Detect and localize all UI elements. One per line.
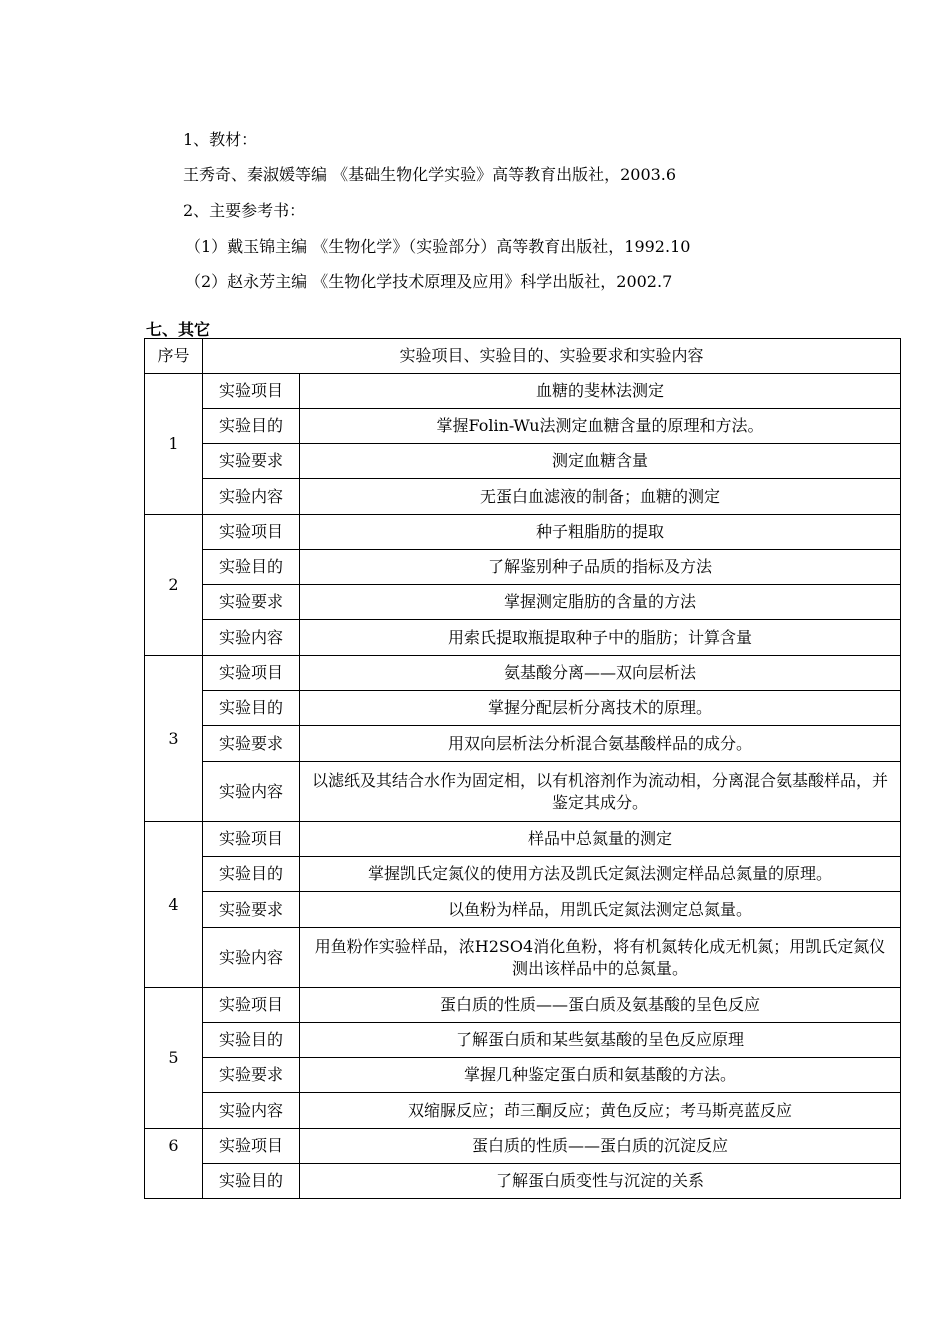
content-label: 实验内容 bbox=[203, 479, 300, 515]
experiment-purpose: 了解蛋白质变性与沉淀的关系 bbox=[300, 1164, 901, 1199]
requirement-label: 实验要求 bbox=[203, 1058, 300, 1093]
experiment-requirement: 用双向层析法分析混合氨基酸样品的成分。 bbox=[300, 726, 901, 762]
table-row bbox=[145, 928, 901, 988]
table-header-row bbox=[145, 339, 901, 374]
table-row bbox=[145, 1164, 901, 1199]
experiment-purpose: 掌握分配层析分离技术的原理。 bbox=[300, 691, 901, 726]
experiment-requirement: 以鱼粉为样品，用凯氏定氮法测定总氮量。 bbox=[300, 892, 901, 928]
experiment-content: 无蛋白血滤液的制备；血糖的测定 bbox=[300, 479, 901, 515]
item-label: 实验项目 bbox=[203, 988, 300, 1023]
experiment-number: 1 bbox=[145, 374, 203, 515]
table-row bbox=[145, 444, 901, 479]
purpose-label: 实验目的 bbox=[203, 409, 300, 444]
table-row bbox=[145, 374, 901, 409]
table-row bbox=[145, 691, 901, 726]
experiment-purpose: 了解鉴别种子品质的指标及方法 bbox=[300, 550, 901, 585]
experiment-number: 6 bbox=[145, 1129, 203, 1199]
item-label: 实验项目 bbox=[203, 656, 300, 691]
section-heading: 七、其它 bbox=[146, 320, 211, 339]
requirement-label: 实验要求 bbox=[203, 892, 300, 928]
experiment-purpose: 掌握凯氏定氮仪的使用方法及凯氏定氮法测定样品总氮量的原理。 bbox=[300, 857, 901, 892]
experiment-content: 以滤纸及其结合水作为固定相，以有机溶剂作为流动相，分离混合氨基酸样品，并鉴定其成分。 bbox=[300, 762, 901, 822]
purpose-label: 实验目的 bbox=[203, 691, 300, 726]
table-row bbox=[145, 1058, 901, 1093]
purpose-label: 实验目的 bbox=[203, 857, 300, 892]
experiment-item: 样品中总氮量的测定 bbox=[300, 822, 901, 857]
requirement-label: 实验要求 bbox=[203, 585, 300, 620]
experiment-number: 2 bbox=[145, 515, 203, 656]
table-row bbox=[145, 550, 901, 585]
experiment-number: 4 bbox=[145, 822, 203, 988]
table-row bbox=[145, 762, 901, 822]
table-row bbox=[145, 409, 901, 444]
table-row bbox=[145, 726, 901, 762]
table-row bbox=[145, 515, 901, 550]
header-number: 序号 bbox=[145, 339, 203, 374]
item-label: 实验项目 bbox=[203, 1129, 300, 1164]
experiment-item: 蛋白质的性质——蛋白质的沉淀反应 bbox=[300, 1129, 901, 1164]
experiment-number: 3 bbox=[145, 656, 203, 822]
table-row bbox=[145, 585, 901, 620]
item-label: 实验项目 bbox=[203, 515, 300, 550]
experiment-item: 血糖的斐林法测定 bbox=[300, 374, 901, 409]
experiment-requirement: 掌握测定脂肪的含量的方法 bbox=[300, 585, 901, 620]
table-row bbox=[145, 988, 901, 1023]
textbook-entry: 王秀奇、秦淑媛等编 《基础生物化学实验》高等教育出版社，2003.6 bbox=[183, 165, 677, 184]
table-row bbox=[145, 857, 901, 892]
experiment-content: 双缩脲反应；茚三酮反应；黄色反应；考马斯亮蓝反应 bbox=[300, 1093, 901, 1129]
purpose-label: 实验目的 bbox=[203, 550, 300, 585]
experiment-item: 氨基酸分离——双向层析法 bbox=[300, 656, 901, 691]
table-row bbox=[145, 479, 901, 515]
experiment-content: 用鱼粉作实验样品，浓H2SO4消化鱼粉，将有机氮转化成无机氮；用凯氏定氮仪测出该样品中的总氮量。 bbox=[300, 928, 901, 988]
experiment-purpose: 了解蛋白质和某些氨基酸的呈色反应原理 bbox=[300, 1023, 901, 1058]
references-label: 2、主要参考书： bbox=[183, 201, 306, 220]
purpose-label: 实验目的 bbox=[203, 1164, 300, 1199]
experiments-table bbox=[144, 338, 901, 1199]
table-row bbox=[145, 822, 901, 857]
reference-item: （2）赵永芳主编 《生物化学技术原理及应用》科学出版社，2002.7 bbox=[185, 272, 673, 291]
content-label: 实验内容 bbox=[203, 1093, 300, 1129]
reference-item: （1）戴玉锦主编 《生物化学》（实验部分）高等教育出版社，1992.10 bbox=[185, 237, 691, 256]
table-row bbox=[145, 1093, 901, 1129]
header-content: 实验项目、实验目的、实验要求和实验内容 bbox=[203, 339, 901, 374]
experiment-requirement: 测定血糖含量 bbox=[300, 444, 901, 479]
experiment-item: 蛋白质的性质——蛋白质及氨基酸的呈色反应 bbox=[300, 988, 901, 1023]
experiment-requirement: 掌握几种鉴定蛋白质和氨基酸的方法。 bbox=[300, 1058, 901, 1093]
experiment-item: 种子粗脂肪的提取 bbox=[300, 515, 901, 550]
requirement-label: 实验要求 bbox=[203, 726, 300, 762]
content-label: 实验内容 bbox=[203, 620, 300, 656]
item-label: 实验项目 bbox=[203, 374, 300, 409]
experiment-content: 用索氏提取瓶提取种子中的脂肪；计算含量 bbox=[300, 620, 901, 656]
content-label: 实验内容 bbox=[203, 928, 300, 988]
requirement-label: 实验要求 bbox=[203, 444, 300, 479]
experiment-number: 5 bbox=[145, 988, 203, 1129]
table-row bbox=[145, 1129, 901, 1164]
content-label: 实验内容 bbox=[203, 762, 300, 822]
table-row bbox=[145, 1023, 901, 1058]
table-row bbox=[145, 620, 901, 656]
textbook-label: 1、教材： bbox=[183, 130, 258, 149]
experiment-purpose: 掌握Folin-Wu法测定血糖含量的原理和方法。 bbox=[300, 409, 901, 444]
table-row bbox=[145, 892, 901, 928]
item-label: 实验项目 bbox=[203, 822, 300, 857]
table-row bbox=[145, 656, 901, 691]
purpose-label: 实验目的 bbox=[203, 1023, 300, 1058]
